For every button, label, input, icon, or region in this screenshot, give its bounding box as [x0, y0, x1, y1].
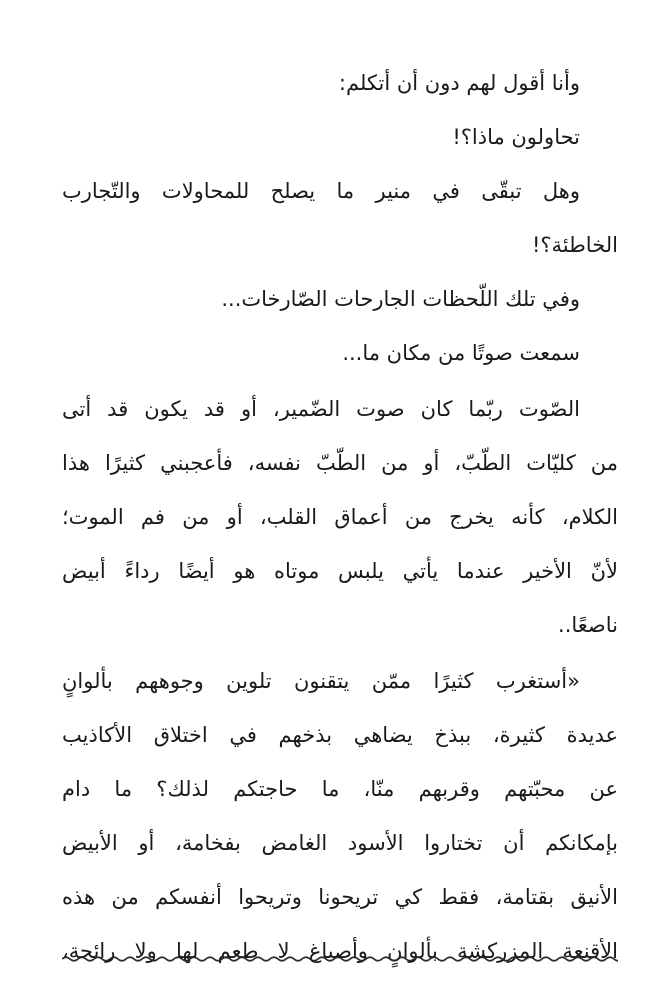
text-line: سمعت صوتًا من مكان ما...: [342, 341, 580, 365]
text-line: وفي تلك اللّحظات الجارحات الصّارخات...: [221, 287, 580, 311]
text-line: تحاولون ماذا؟!: [452, 125, 580, 149]
text-line: الكلام، كأنه يخرج من أعماق القلب، أو من فم الموت؛: [62, 505, 618, 529]
text-line: «أستغرب كثيرًا ممّن يتقنون تلوين وجوههم بألوانٍ: [62, 669, 580, 693]
text-line: الأقنعة المزركشة بألوانٍ وأصباغ لا طعم لها ولا رائحة،: [62, 939, 618, 963]
wavy-divider: [62, 952, 618, 966]
text-line: عديدة كثيرة، ببذخ يضاهي بذخهم في اختلاق الأكاذيب: [62, 723, 618, 747]
text-line: وهل تبقّى في منير ما يصلح للمحاولات والتّجارب: [62, 179, 580, 203]
text-line: وأنا أقول لهم دون أن أتكلم:: [338, 71, 580, 95]
text-line: من كليّات الطّبّ، أو من الطّبّ نفسه، فأعجبني كثيرًا هذا: [62, 451, 618, 475]
text-line: الصّوت ربّما كان صوت الضّمير، أو قد يكون قد أتى: [62, 397, 580, 421]
text-line: عن محبّتهم وقربهم منّا، ما حاجتكم لذلك؟ ما دام: [62, 777, 618, 801]
text-line: لأنّ الأخير عندما يأتي يلبس موتاه هو أيضًا رداءً أبيض: [62, 559, 618, 583]
document-body: [62, 56, 618, 978]
text-line: ناصعًا..: [558, 613, 618, 637]
text-line: الخاطئة؟!: [531, 233, 618, 257]
text-line: الأنيق بقتامة، فقط كي تريحونا وتريحوا أنفسكم من هذه: [62, 885, 618, 909]
text-line: بإمكانكم أن تختاروا الأسود الغامض بفخامة، أو الأبيض: [62, 831, 618, 855]
